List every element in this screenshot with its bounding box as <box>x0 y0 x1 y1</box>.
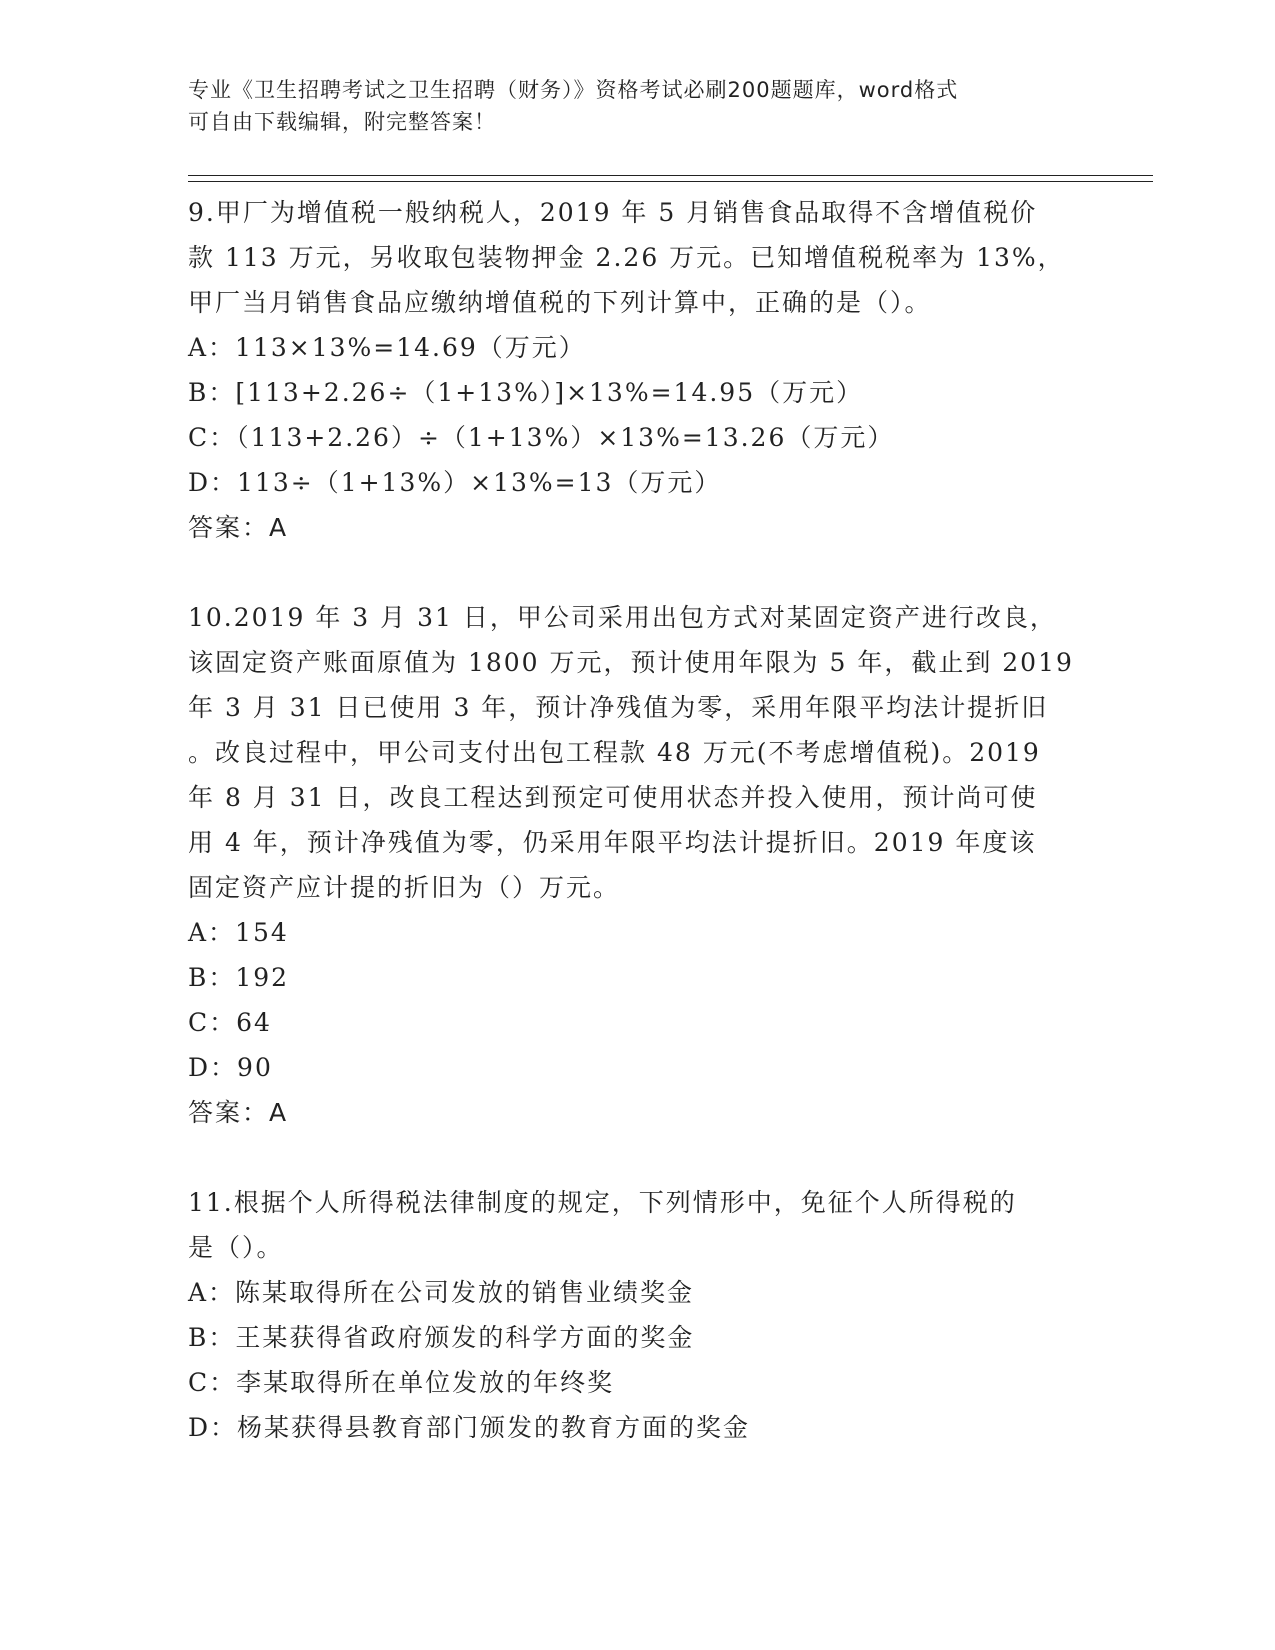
question-text-line: 年 8 月 31 日，改良工程达到预定可使用状态并投入使用，预计尚可使 <box>188 783 1038 812</box>
question-text-line: 是（）。 <box>188 1233 284 1262</box>
header-divider-top <box>188 175 1153 176</box>
option-d: D：90 <box>188 1053 273 1082</box>
question-text-line: 该固定资产账面原值为 1800 万元，预计使用年限为 5 年，截止到 2019 <box>188 648 1074 677</box>
question-10 <box>188 595 1088 1135</box>
question-text-line: 10.2019 年 3 月 31 日，甲公司采用出包方式对某固定资产进行改良， <box>188 603 1057 632</box>
question-text-line: 甲厂当月销售食品应缴纳增值税的下列计算中，正确的是（）。 <box>188 288 932 317</box>
header-divider-bottom <box>188 181 1153 182</box>
document-header <box>188 74 1088 138</box>
option-d: D：杨某获得县教育部门颁发的教育方面的奖金 <box>188 1413 751 1442</box>
question-9 <box>188 190 1088 550</box>
question-list <box>188 190 1088 1450</box>
option-b: B：[113+2.26÷（1+13%）]×13%=14.95（万元） <box>188 378 864 407</box>
option-c: C：李某取得所在单位发放的年终奖 <box>188 1368 615 1397</box>
option-a: A：113×13%=14.69（万元） <box>188 333 586 362</box>
option-a: A：154 <box>188 918 289 947</box>
question-text-line: 。改良过程中，甲公司支付出包工程款 48 万元(不考虑增值税)。2019 <box>188 738 1041 767</box>
question-text-line: 年 3 月 31 日已使用 3 年，预计净残值为零，采用年限平均法计提折旧 <box>188 693 1049 722</box>
option-b: B：王某获得省政府颁发的科学方面的奖金 <box>188 1323 695 1352</box>
answer-label: 答案：A <box>188 1098 289 1127</box>
question-text-line: 9.甲厂为增值税一般纳税人，2019 年 5 月销售食品取得不含增值税价 <box>188 198 1038 227</box>
spacer <box>188 1135 1088 1180</box>
option-b: B：192 <box>188 963 290 992</box>
question-text-line: 款 113 万元，另收取包装物押金 2.26 万元。已知增值税税率为 13%， <box>188 243 1065 272</box>
option-c: C：（113+2.26）÷（1+13%）×13%=13.26（万元） <box>188 423 895 452</box>
option-a: A：陈某取得所在公司发放的销售业绩奖金 <box>188 1278 695 1307</box>
header-line-1: 专业《卫生招聘考试之卫生招聘（财务）》资格考试必刷200题题库，word格式 <box>188 78 959 102</box>
question-text-line: 11.根据个人所得税法律制度的规定，下列情形中，免征个人所得税的 <box>188 1188 1017 1217</box>
option-c: C：64 <box>188 1008 272 1037</box>
spacer <box>188 550 1088 595</box>
option-d: D：113÷（1+13%）×13%=13（万元） <box>188 468 722 497</box>
question-text-line: 固定资产应计提的折旧为（）万元。 <box>188 873 621 902</box>
answer-label: 答案：A <box>188 513 289 542</box>
header-line-2: 可自由下载编辑，附完整答案！ <box>188 110 496 134</box>
question-text-line: 用 4 年，预计净残值为零，仍采用年限平均法计提折旧。2019 年度该 <box>188 828 1037 857</box>
question-11 <box>188 1180 1088 1450</box>
